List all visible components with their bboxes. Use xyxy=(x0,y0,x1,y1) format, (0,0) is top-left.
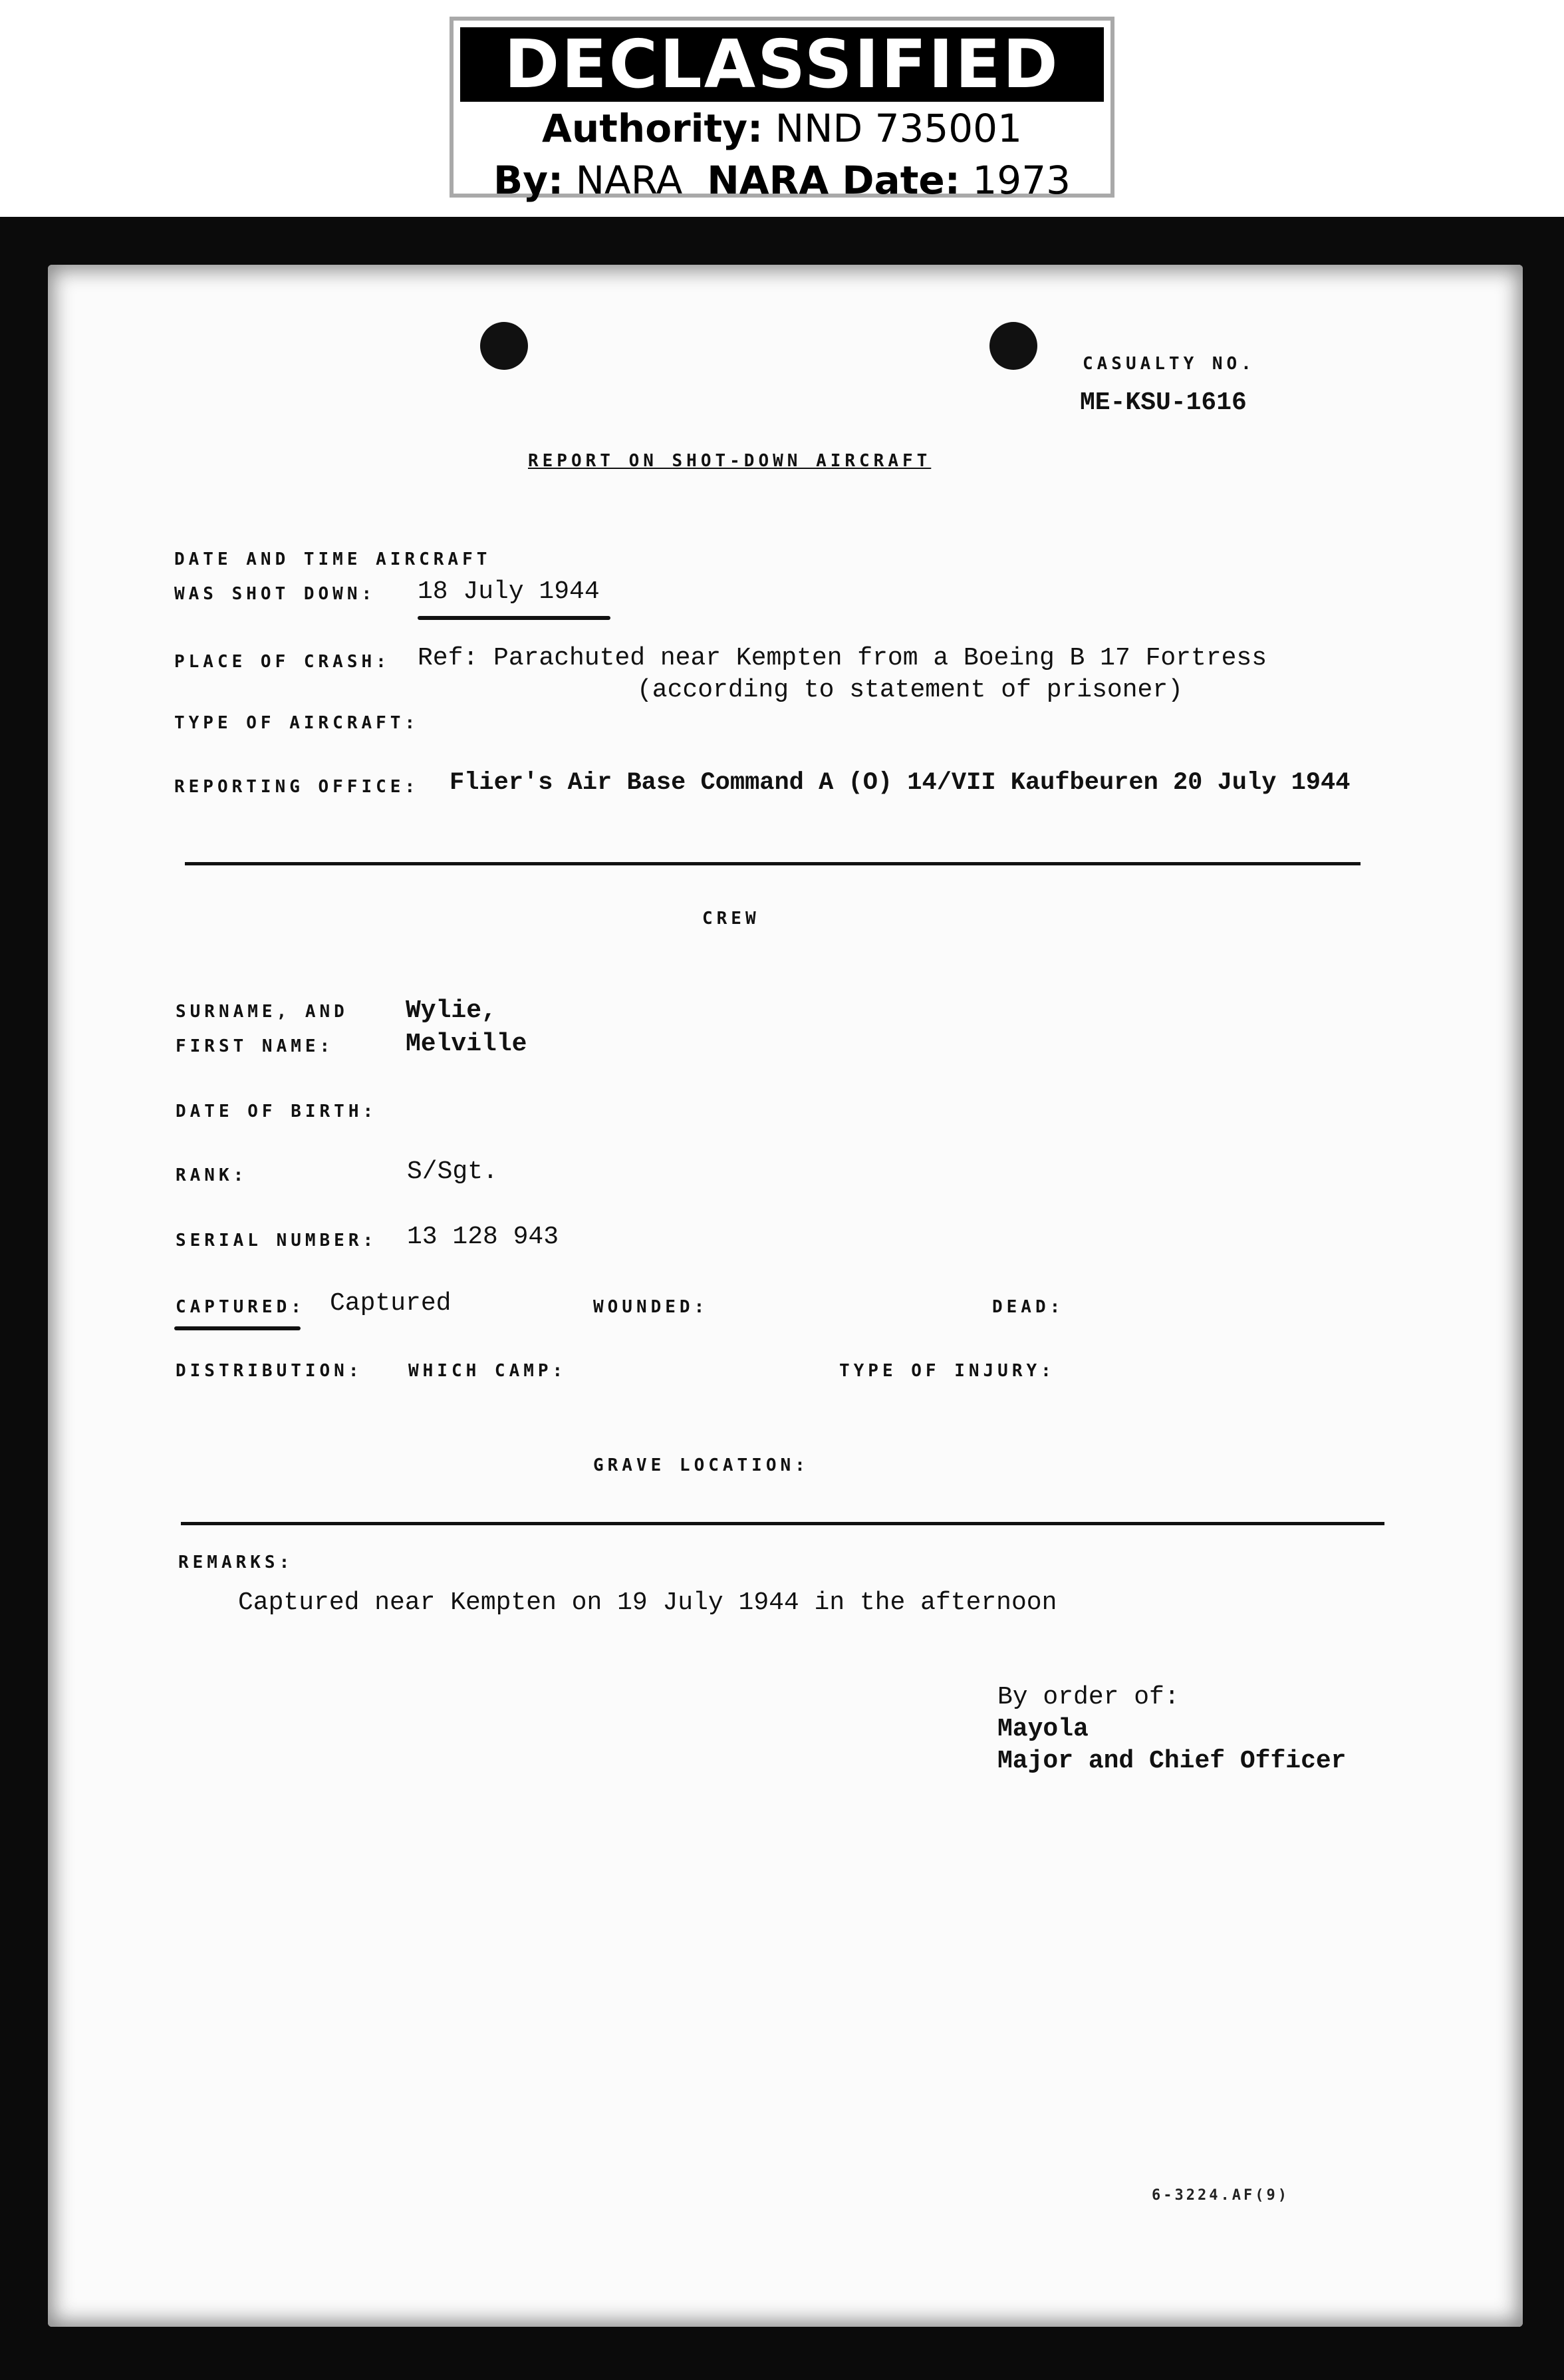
authority-line xyxy=(454,106,1110,151)
signature-title: Major and Chief Officer xyxy=(997,1747,1347,1775)
remarks-text: Captured near Kempten on 19 July 1944 in the afternoon xyxy=(238,1588,1057,1617)
grave-location-label: GRAVE LOCATION: xyxy=(593,1455,809,1475)
serial-number-value: 13 128 943 xyxy=(407,1223,559,1251)
signature-order: By order of: xyxy=(997,1683,1180,1711)
by-label: By: xyxy=(493,158,564,203)
captured-underline xyxy=(174,1326,301,1330)
captured-label: CAPTURED: xyxy=(176,1297,305,1317)
document-page xyxy=(48,265,1523,2327)
surname-label: SURNAME, AND xyxy=(176,1002,348,1022)
authority-value: NND 735001 xyxy=(775,106,1022,151)
by-value: NARA xyxy=(575,158,683,203)
shot-down-label: WAS SHOT DOWN: xyxy=(174,584,376,604)
date-time-label: DATE AND TIME AIRCRAFT xyxy=(174,549,491,569)
by-date-line xyxy=(454,158,1110,203)
declassified-stamp xyxy=(450,17,1114,203)
signature-name: Mayola xyxy=(997,1715,1089,1743)
injury-type-label: TYPE OF INJURY: xyxy=(839,1361,1055,1381)
place-of-crash-label: PLACE OF CRASH: xyxy=(174,652,390,672)
serial-number-label: SERIAL NUMBER: xyxy=(176,1231,378,1251)
form-number: 6-3224.AF(9) xyxy=(1152,2187,1289,2204)
date-of-birth-label: DATE OF BIRTH: xyxy=(176,1102,378,1121)
authority-label: Authority: xyxy=(542,106,763,151)
remarks-label: REMARKS: xyxy=(178,1553,294,1572)
shot-down-date: 18 July 1944 xyxy=(418,577,600,606)
casualty-label: CASUALTY NO. xyxy=(1083,354,1255,374)
crew-heading: CREW xyxy=(702,909,760,929)
first-name-value: Melville xyxy=(406,1030,527,1058)
place-of-crash-value: Ref: Parachuted near Kempten from a Boeing B 17 Fortress xyxy=(418,644,1267,672)
declassified-title: DECLASSIFIED xyxy=(460,27,1104,102)
rank-value: S/Sgt. xyxy=(407,1157,498,1186)
punch-hole-left xyxy=(480,322,528,370)
surname-value: Wylie, xyxy=(406,996,497,1025)
place-of-crash-note: (according to statement of prisoner) xyxy=(637,676,1183,704)
document-title: REPORT ON SHOT-DOWN AIRCRAFT xyxy=(528,451,932,471)
casualty-number: ME-KSU-1616 xyxy=(1080,388,1247,417)
dead-label: DEAD: xyxy=(992,1297,1065,1317)
reporting-office-label: REPORTING OFFICE: xyxy=(174,777,420,797)
divider-top xyxy=(185,862,1361,865)
rank-label: RANK: xyxy=(176,1165,248,1185)
nara-date-label: NARA Date: xyxy=(707,158,960,203)
captured-value: Captured xyxy=(330,1289,452,1318)
first-name-label: FIRST NAME: xyxy=(176,1036,334,1056)
aircraft-type-label: TYPE OF AIRCRAFT: xyxy=(174,713,420,733)
divider-bottom xyxy=(181,1522,1384,1525)
distribution-label: DISTRIBUTION: xyxy=(176,1361,363,1381)
reporting-office-value: Flier's Air Base Command A (O) 14/VII Kaufbeuren 20 July 1944 xyxy=(450,769,1351,797)
nara-date-value: 1973 xyxy=(972,158,1071,203)
punch-hole-right xyxy=(989,322,1037,370)
wounded-label: WOUNDED: xyxy=(593,1297,709,1317)
date-underline xyxy=(418,616,610,620)
which-camp-label: WHICH CAMP: xyxy=(408,1361,567,1381)
